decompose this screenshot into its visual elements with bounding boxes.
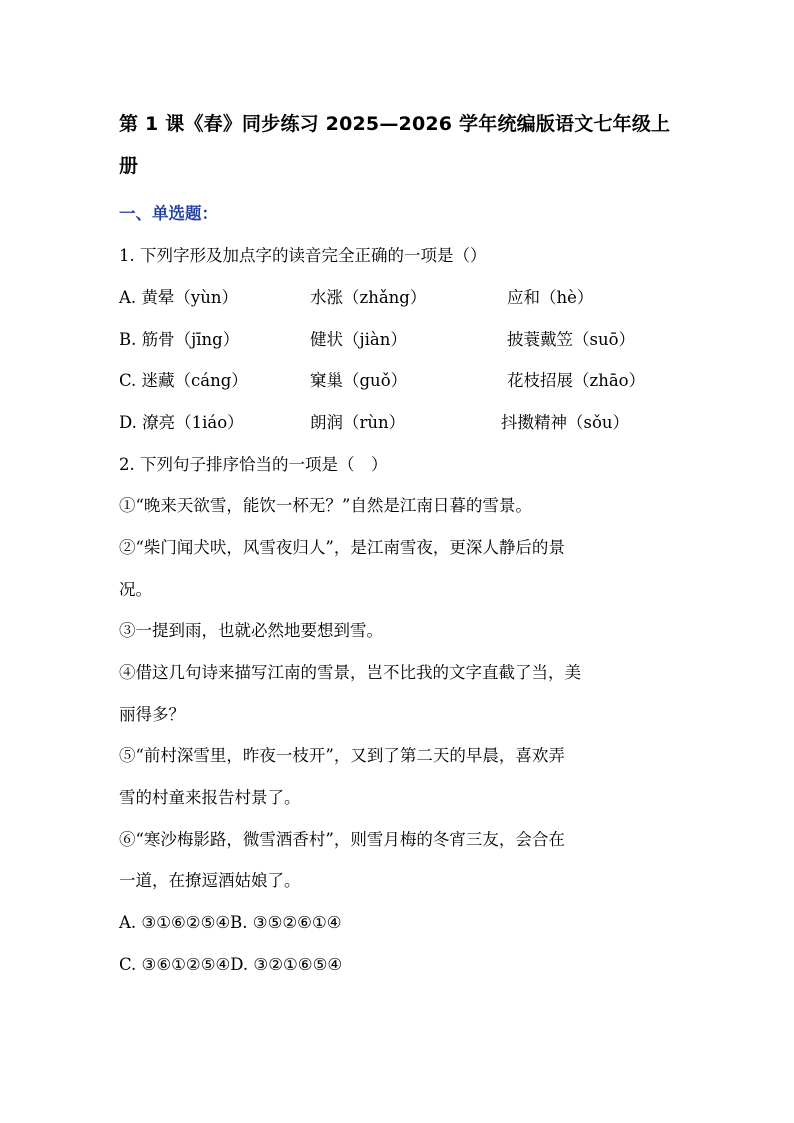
q2-sentence-3: ③一提到雨，也就必然地要想到雪。 xyxy=(119,621,383,640)
q2-sentence-6: ⑥“寒沙梅影路，微雪酒香村”，则雪月梅的冬宵三友，会合在 xyxy=(119,830,565,849)
page-title: 第 1 课《春》同步练习 2025—2026 学年统编版语文七年级上册 xyxy=(119,113,671,177)
q2-sentence-4: ④借这几句诗来描写江南的雪景，岂不比我的文字直截了当，美 xyxy=(119,663,581,682)
q1-option-d-label: D. 潦亮（1iáo） xyxy=(119,413,244,432)
q2-answer-row-cd: C. ③⑥①②⑤④D. ③②①⑥⑤④ xyxy=(119,955,343,974)
q1-option-d-col2: 朗润（rùn） xyxy=(310,413,406,432)
question-1-stem: 1. 下列字形及加点字的读音完全正确的一项是（） xyxy=(119,246,487,265)
q1-option-c-col3: 花枝招展（zhāo） xyxy=(507,371,646,390)
q2-sentence-1: ①“晚来天欲雪，能饮一杯无？”自然是江南日暮的雪景。 xyxy=(119,496,532,515)
q1-option-d-col3: 抖擞精神（sǒu） xyxy=(501,413,630,432)
q1-option-b-col3: 披蓑戴笠（suō） xyxy=(507,330,636,349)
q2-sentence-6-cont: 一道，在撩逗酒姑娘了。 xyxy=(119,871,301,890)
q2-answer-row-ab: A. ③①⑥②⑤④B. ③⑤②⑥①④ xyxy=(119,913,342,932)
q1-option-b-label: B. 筋骨（jīng） xyxy=(119,330,240,349)
q2-sentence-5-cont: 雪的村童来报告村景了。 xyxy=(119,788,301,807)
q1-option-b-col2: 健状（jiàn） xyxy=(310,330,407,349)
q2-sentence-2: ②“柴门闻犬吠，风雪夜归人”，是江南雪夜，更深人静后的景 xyxy=(119,538,565,557)
q1-option-c-col2: 窠巢（guǒ） xyxy=(310,371,408,390)
q1-option-a-label: A. 黄晕（yùn） xyxy=(119,288,238,307)
q1-option-a-col2: 水涨（zhǎng） xyxy=(310,288,427,307)
section-heading: 一、单选题： xyxy=(119,204,218,223)
q2-sentence-5: ⑤“前村深雪里，昨夜一枝开”，又到了第二天的早晨，喜欢弄 xyxy=(119,746,565,765)
q2-sentence-2-cont: 况。 xyxy=(119,580,152,599)
q1-option-c-label: C. 迷藏（cáng） xyxy=(119,371,248,390)
question-2-stem: 2. 下列句子排序恰当的一项是（ ） xyxy=(119,455,388,474)
q2-sentence-4-cont: 丽得多？ xyxy=(119,705,185,724)
q1-option-a-col3: 应和（hè） xyxy=(507,288,594,307)
